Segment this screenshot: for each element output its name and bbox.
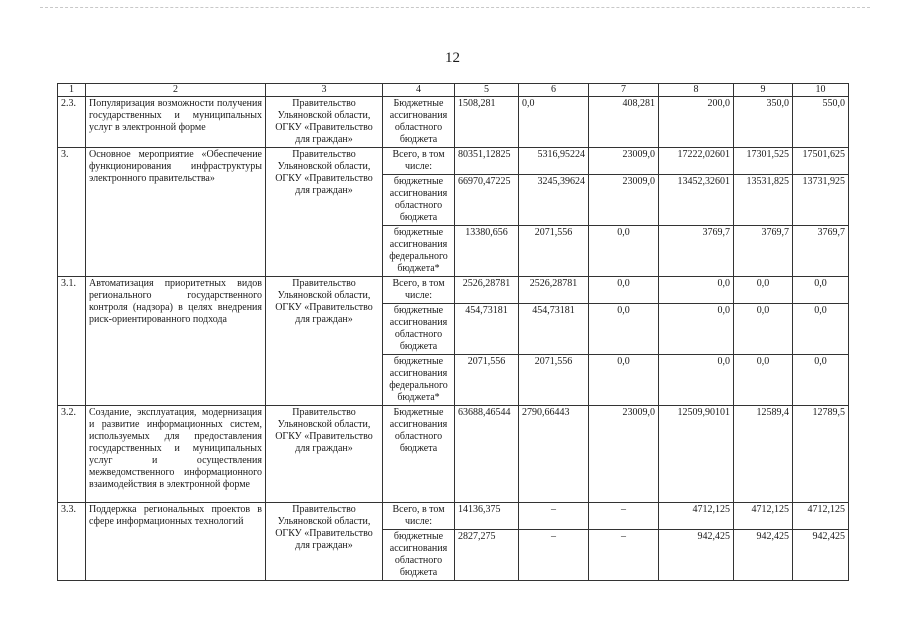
amount-year: 3245,39624 (519, 175, 589, 226)
column-header-row (58, 84, 849, 97)
column-header: 9 (734, 84, 793, 97)
amount-year: 4712,125 (734, 503, 793, 530)
column-header: 1 (58, 84, 86, 97)
amount-year: 0,0 (734, 277, 793, 304)
amount-year: 13452,32601 (659, 175, 734, 226)
amount-year: 0,0 (734, 304, 793, 355)
funding-source: Всего, в том числе: (383, 148, 455, 175)
amount-year: 2790,66443 (519, 406, 589, 503)
amount-year: 12589,4 (734, 406, 793, 503)
amount-year: 0,0 (793, 277, 849, 304)
amount-year: – (519, 530, 589, 581)
funding-source: бюджетные ассигнования областного бюджета (383, 304, 455, 355)
amount-year: 3769,7 (793, 226, 849, 277)
table-row (58, 277, 849, 304)
activity-name: Основное мероприятие «Обеспечение функционирования инфраструктуры электронного правительства» (86, 148, 266, 277)
amount-year: 5316,95224 (519, 148, 589, 175)
funding-source: Всего, в том числе: (383, 503, 455, 530)
table-row (58, 97, 849, 148)
amount-year: 4712,125 (659, 503, 734, 530)
budget-table (57, 83, 849, 581)
amount-total: 2071,556 (455, 355, 519, 406)
responsible-executor: Правительство Ульяновской области, ОГКУ «Правительство для граждан» (266, 503, 383, 581)
column-header: 2 (86, 84, 266, 97)
column-header: 3 (266, 84, 383, 97)
funding-source: бюджетные ассигнования федерального бюджета* (383, 226, 455, 277)
amount-total: 63688,46544 (455, 406, 519, 503)
amount-year: 17301,525 (734, 148, 793, 175)
column-header: 4 (383, 84, 455, 97)
column-header: 10 (793, 84, 849, 97)
activity-name: Создание, эксплуатация, модернизация и развитие информационных систем, используемых для предоставления государственных и муниципальных услуг и осуществления межведомственного информационного взаимодействия в электронной форме (86, 406, 266, 503)
amount-year: 454,73181 (519, 304, 589, 355)
amount-year: 17501,625 (793, 148, 849, 175)
item-number: 3.3. (58, 503, 86, 581)
amount-year: 17222,02601 (659, 148, 734, 175)
amount-year: 3769,7 (659, 226, 734, 277)
amount-total: 2827,275 (455, 530, 519, 581)
amount-total: 13380,656 (455, 226, 519, 277)
amount-total: 14136,375 (455, 503, 519, 530)
funding-source: бюджетные ассигнования федерального бюджета* (383, 355, 455, 406)
amount-year: 3769,7 (734, 226, 793, 277)
amount-total: 1508,281 (455, 97, 519, 148)
item-number: 3.1. (58, 277, 86, 406)
amount-year: 0,0 (793, 355, 849, 406)
amount-year: 0,0 (589, 304, 659, 355)
amount-total: 454,73181 (455, 304, 519, 355)
amount-year: 0,0 (659, 277, 734, 304)
scan-edge-line (40, 7, 870, 8)
responsible-executor: Правительство Ульяновской области, ОГКУ «Правительство для граждан» (266, 97, 383, 148)
column-header: 8 (659, 84, 734, 97)
amount-year: 13531,825 (734, 175, 793, 226)
column-header: 5 (455, 84, 519, 97)
responsible-executor: Правительство Ульяновской области, ОГКУ «Правительство для граждан» (266, 148, 383, 277)
activity-name: Популяризация возможности получения государственных и муниципальных услуг в электронной форме (86, 97, 266, 148)
amount-year: 200,0 (659, 97, 734, 148)
funding-source: Бюджетные ассигнования областного бюджета (383, 406, 455, 503)
amount-total: 2526,28781 (455, 277, 519, 304)
amount-year: – (519, 503, 589, 530)
amount-year: 550,0 (793, 97, 849, 148)
funding-source: бюджетные ассигнования областного бюджета (383, 530, 455, 581)
amount-year: 4712,125 (793, 503, 849, 530)
item-number: 3. (58, 148, 86, 277)
amount-year: 23009,0 (589, 406, 659, 503)
table-row (58, 503, 849, 530)
amount-year: – (589, 503, 659, 530)
amount-year: 0,0 (793, 304, 849, 355)
amount-year: 12789,5 (793, 406, 849, 503)
amount-year: 408,281 (589, 97, 659, 148)
amount-year: 2526,28781 (519, 277, 589, 304)
amount-year: 0,0 (519, 97, 589, 148)
page-number: 12 (445, 50, 460, 66)
amount-year: 23009,0 (589, 175, 659, 226)
amount-year: 0,0 (659, 304, 734, 355)
funding-source: Всего, в том числе: (383, 277, 455, 304)
amount-year: 2071,556 (519, 355, 589, 406)
amount-total: 80351,12825 (455, 148, 519, 175)
amount-year: 12509,90101 (659, 406, 734, 503)
funding-source: бюджетные ассигнования областного бюджета (383, 175, 455, 226)
amount-year: 942,425 (734, 530, 793, 581)
responsible-executor: Правительство Ульяновской области, ОГКУ «Правительство для граждан» (266, 406, 383, 503)
amount-year: 13731,925 (793, 175, 849, 226)
amount-year: 942,425 (793, 530, 849, 581)
amount-year: 0,0 (734, 355, 793, 406)
activity-name: Автоматизация приоритетных видов регионального государственного контроля (надзора) в целях внедрения риск-ориентированного подхода (86, 277, 266, 406)
item-number: 2.3. (58, 97, 86, 148)
amount-total: 66970,47225 (455, 175, 519, 226)
amount-year: 23009,0 (589, 148, 659, 175)
amount-year: 942,425 (659, 530, 734, 581)
amount-year: 0,0 (589, 277, 659, 304)
amount-year: 350,0 (734, 97, 793, 148)
table-row (58, 406, 849, 503)
column-header: 7 (589, 84, 659, 97)
item-number: 3.2. (58, 406, 86, 503)
amount-year: 0,0 (589, 355, 659, 406)
column-header: 6 (519, 84, 589, 97)
amount-year: 0,0 (589, 226, 659, 277)
amount-year: – (589, 530, 659, 581)
table-row (58, 148, 849, 175)
responsible-executor: Правительство Ульяновской области, ОГКУ «Правительство для граждан» (266, 277, 383, 406)
amount-year: 2071,556 (519, 226, 589, 277)
funding-source: Бюджетные ассигнования областного бюджета (383, 97, 455, 148)
activity-name: Поддержка региональных проектов в сфере информационных технологий (86, 503, 266, 581)
amount-year: 0,0 (659, 355, 734, 406)
